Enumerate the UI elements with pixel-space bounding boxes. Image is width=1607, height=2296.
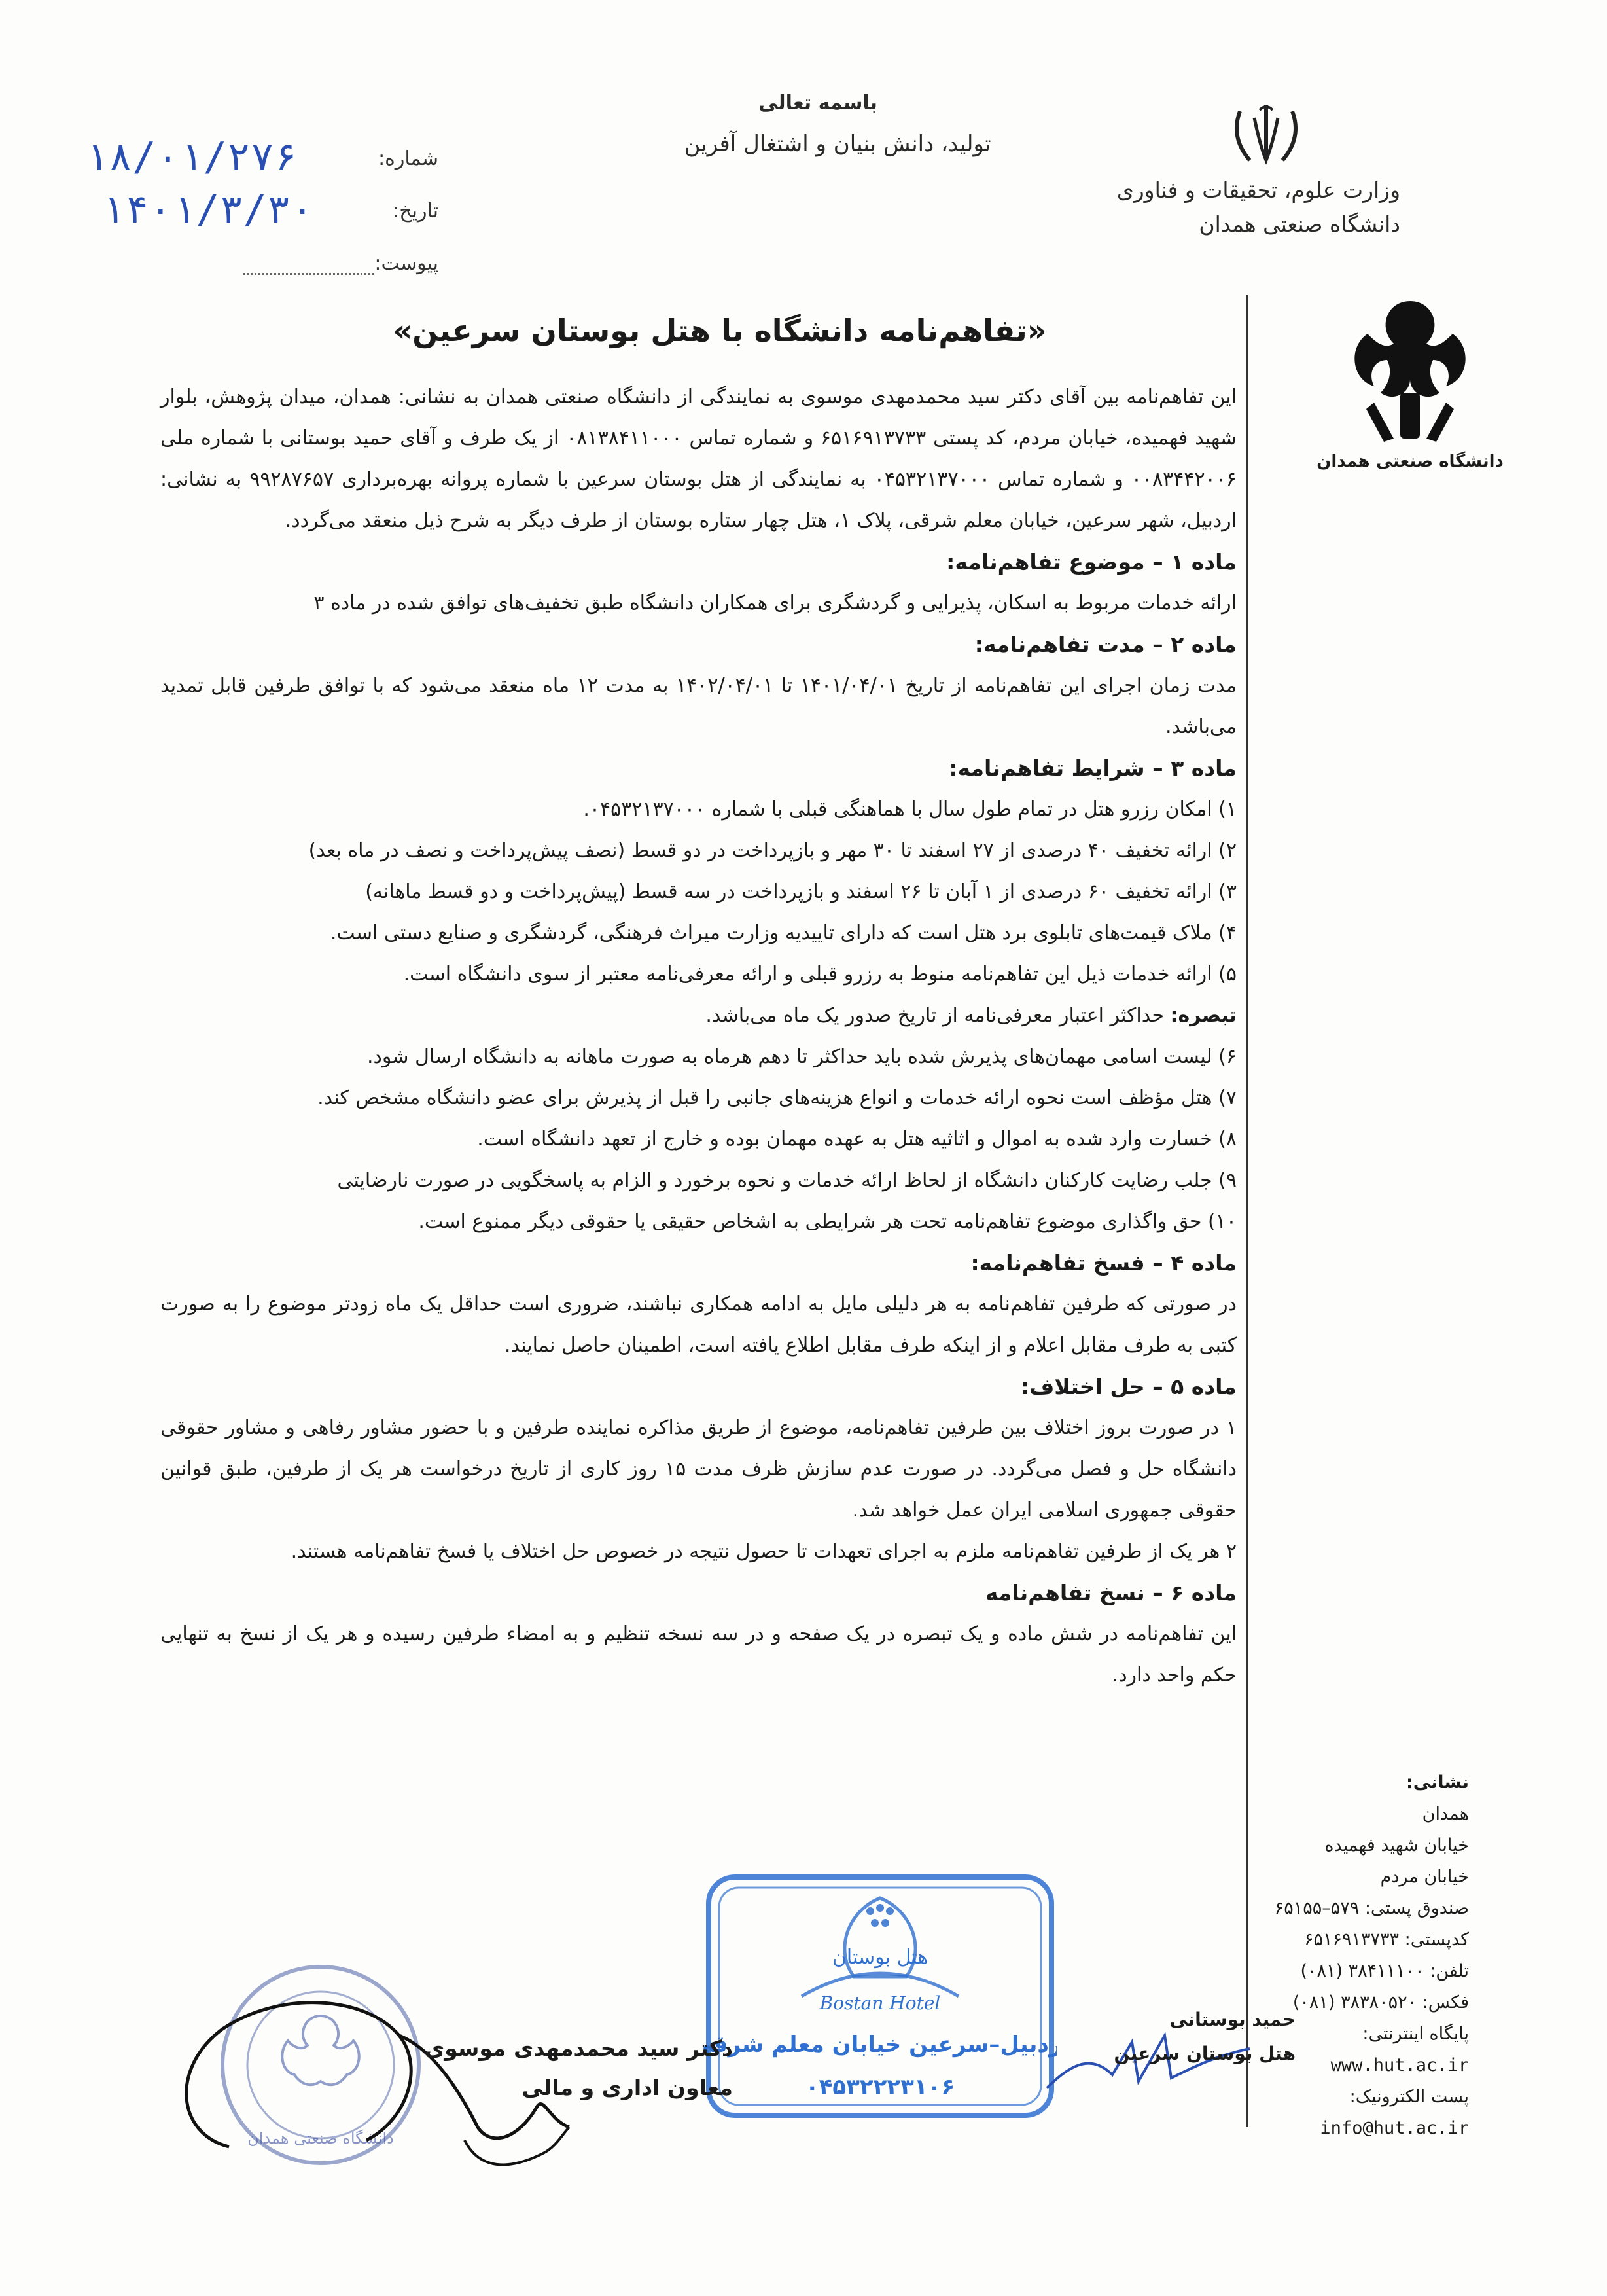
- phone-number: تلفن: ۳۸۴۱۱۱۰۰ (۰۸۱): [1300, 1961, 1469, 1981]
- address-label: نشانی:: [1405, 1772, 1469, 1793]
- ministry-name: وزارت علوم، تحقیقات و فناوری: [1116, 177, 1400, 203]
- letter-date-value: ۱۴۰۱/۳/۳۰: [101, 187, 315, 232]
- note-paragraph: [160, 995, 1237, 1036]
- article-6-text: این تفاهم‌نامه در شش ماده و یک تبصره در یک صفحه و در سه نسخه تنظیم و به امضاء طرفین رسیده و هر یک از نسخ به تنهایی حکم واحد دارد.: [160, 1623, 1237, 1687]
- university-signatory-name: دکتر سید محمدمهدی موسوی: [424, 2036, 733, 2061]
- attachment-dotted-line: [243, 273, 374, 275]
- article-4-text: در صورتی که طرفین تفاهم‌نامه به هر دلیلی مایل به ادامه همکاری نباشند، ضروری است حداقل یک ماه زودتر موضوع را به صورت کتبی به طرف مقابل اعلام و از اینکه طرف مقابل اطلاع یافته است، اطمینان حاصل نمایند.: [160, 1293, 1237, 1357]
- list-item: ۹) جلب رضایت کارکنان دانشگاه از لحاظ ارائه خدمات و نحوه برخورد و الزام به پاسخگویی در صورت نارضایتی: [337, 1169, 1237, 1192]
- list-item: ۳) ارائه تخفیف ۶۰ درصدی از ۱ آبان تا ۲۶ اسفند و بازپرداخت در سه قسط (پیش‌پرداخت و دو قسط ماهانه): [365, 880, 1237, 903]
- margin-divider: [1246, 295, 1248, 2127]
- hotel-stamp-logo-text: هتل بوستان: [832, 1946, 928, 1969]
- attachment-field: [216, 252, 438, 275]
- list-item: ۲) ارائه تخفیف ۴۰ درصدی از ۲۷ اسفند تا ۳۰ مهر و بازپرداخت در دو قسط (نصف پیش‌پرداخت و نصف در ماه بعد): [308, 839, 1237, 862]
- document-title: «تفاهم‌نامه دانشگاه با هتل بوستان سرعین»: [393, 313, 1047, 348]
- article-2-title: ماده ۲ – مدت تفاهم‌نامه:: [974, 632, 1237, 657]
- article-1-text: ارائه خدمات مربوط به اسکان، پذیرایی و گردشگری برای همکاران دانشگاه طبق تخفیف‌های توافق شده در ماده ۳: [313, 592, 1237, 615]
- website-label: پایگاه اینترنتی:: [1362, 2024, 1469, 2044]
- slogan: تولید، دانش بنیان و اشتغال آفرین: [684, 131, 991, 157]
- list-item: ۸) خسارت وارد شده به اموال و اثاثیه هتل به عهده مهمان بوده و خارج از تعهد دانشگاه است.: [477, 1128, 1237, 1151]
- list-item: ۱۰) حق واگذاری موضوع تفاهم‌نامه تحت هر شرایطی به اشخاص حقیقی یا حقوقی دیگر ممنوع است.: [418, 1210, 1237, 1233]
- note-label: تبصره:: [1170, 1004, 1237, 1027]
- website-link[interactable]: www.hut.ac.ir: [1330, 2055, 1469, 2075]
- address-line: خیابان مردم: [1380, 1867, 1469, 1887]
- intro-paragraph: این تفاهم‌نامه بین آقای دکتر سید محمدمهدی موسوی به نمایندگی از دانشگاه صنعتی همدان به نشانی: همدان، میدان پژوهش، بلوار شهید فهمیده، خیابان مردم، کد پستی ۶۵۱۶۹۱۳۷۳۳ و شماره تماس ۰۸۱۳۸۴۱۱۰۰۰ از یک طرف و آقای حمید بوستانی با شماره ملی ۰۰۸۳۴۴۲۰۰۶ و شماره تماس ۰۴۵۳۲۱۳۷۰۰۰ به نمایندگی از هتل بوستان سرعین با شماره پروانه بهره‌برداری ۹۹۲۸۷۶۵۷ به نشانی: اردبیل، شهر سرعین، خیابان معلم شرقی، پلاک ۱، هتل چهار ستاره بوستان از طرف دیگر به شرح ذیل منعقد می‌گردد.: [160, 386, 1237, 532]
- article-6-title: ماده ۶ – نسخ تفاهم‌نامه: [985, 1580, 1237, 1605]
- attachment-label: پیوست:: [374, 252, 438, 275]
- hotel-stamp-phone: ۰۴۵۳۲۲۲۳۱۰۶: [805, 2074, 955, 2100]
- email-label: پست الکترونیک:: [1349, 2087, 1469, 2107]
- logo-caption: دانشگاه صنعتی همدان: [1316, 452, 1504, 471]
- hotel-signatory-org: هتل بوستان سرعین: [1114, 2043, 1296, 2064]
- agreement-body: [160, 376, 1237, 1696]
- list-item: ۶) لیست اسامی مهمان‌های پذیرش شده باید حداکثر تا دهم هرماه به صورت ماهانه به دانشگاه ارسال شود.: [367, 1045, 1237, 1068]
- po-box: صندوق پستی: ۵۷۹–۶۵۱۵۵: [1274, 1898, 1469, 1918]
- iran-emblem-icon: [1214, 98, 1318, 177]
- note-text: حداکثر اعتبار معرفی‌نامه از تاریخ صدور یک ماه می‌باشد.: [705, 1004, 1171, 1027]
- postal-code: کدپستی: ۶۵۱۶۹۱۳۷۳۳: [1304, 1929, 1469, 1950]
- list-item: ۴) ملاک قیمت‌های تابلوی برد هتل است که دارای تاییدیه وزارت میراث فرهنگی، گردشگری و صنایع دستی است.: [330, 922, 1237, 944]
- hotel-stamp-address: اردبیل–سرعین خیابان معلم شرقی: [703, 2032, 1057, 2058]
- list-item: ۱) امکان رزرو هتل در تمام طول سال با هماهنگی قبلی با شماره ۰۴۵۳۲۱۳۷۰۰۰.: [583, 798, 1237, 821]
- bismillah: باسمه تعالی: [758, 92, 877, 115]
- list-item: ۲ هر یک از طرفین تفاهم‌نامه ملزم به اجرای تعهدات تا حصول نتیجه در خصوص حل اختلاف یا فسخ تفاهم‌نامه هستند.: [291, 1540, 1237, 1563]
- article-1-title: ماده ۱ – موضوع تفاهم‌نامه:: [946, 549, 1237, 575]
- letter-date-label: تاریخ:: [393, 200, 438, 223]
- letter-number-label: شماره:: [378, 147, 438, 170]
- list-item: ۷) هتل مؤظف است نحوه ارائه خدمات و انواع هزینه‌های جانبی را قبل از پذیرش برای عضو دانشگاه مشخص کند.: [317, 1086, 1237, 1109]
- university-logo-icon: [1322, 288, 1498, 478]
- hotel-signatory-name: حمید بوستانی: [1169, 2009, 1296, 2030]
- university-stamp-text: دانشگاه صنعتی همدان: [247, 2129, 394, 2147]
- hotel-signatory: [1047, 2003, 1296, 2071]
- hotel-stamp: [703, 1872, 1057, 2121]
- article-2-text: مدت زمان اجرای این تفاهم‌نامه از تاریخ ۱۴۰۱/۰۴/۰۱ تا ۱۴۰۲/۰۴/۰۱ به مدت ۱۲ ماه منعقد می‌شود که با توافق طرفین قابل تمدید می‌باشد.: [160, 674, 1237, 738]
- university-signatory-role: معاون اداری و مالی: [521, 2075, 733, 2100]
- address-line: همدان: [1422, 1804, 1469, 1824]
- university-signatory: [275, 2029, 733, 2108]
- address-line: خیابان شهید فهمیده: [1324, 1835, 1469, 1856]
- article-3-title: ماده ۳ – شرایط تفاهم‌نامه:: [949, 755, 1237, 781]
- list-item: ۵) ارائه خدمات ذیل این تفاهم‌نامه منوط به رزرو قبلی و ارائه معرفی‌نامه معتبر از سوی دانشگاه است.: [403, 963, 1237, 986]
- hotel-stamp-latin: Bostan Hotel: [819, 1992, 941, 2014]
- article-4-title: ماده ۴ – فسخ تفاهم‌نامه:: [970, 1250, 1237, 1276]
- fax-number: فکس: ۳۸۳۸۰۵۲۰ (۰۸۱): [1292, 1992, 1469, 2013]
- list-item: ۱ در صورت بروز اختلاف بین طرفین تفاهم‌نامه، موضوع از طریق مذاکره نماینده طرفین و با حضور مشاور رفاهی و مشاور حقوقی دانشگاه حل و فصل می‌گردد. در صورت عدم سازش ظرف مدت ۱۵ روز کاری از تاریخ درخواست هر یک از طرفین، طبق قوانین حقوقی جمهوری اسلامی ایران عمل خواهد شد.: [160, 1416, 1237, 1522]
- letter-number-value: ۱۸/۰۱/۲۷۶: [85, 134, 298, 180]
- university-name: دانشگاه صنعتی همدان: [1199, 211, 1400, 237]
- article-5-title: ماده ۵ – حل اختلاف:: [1020, 1374, 1237, 1399]
- ministry-heading: [1034, 173, 1400, 242]
- contact-info: [1266, 1767, 1469, 2144]
- email-link[interactable]: info@hut.ac.ir: [1320, 2118, 1469, 2138]
